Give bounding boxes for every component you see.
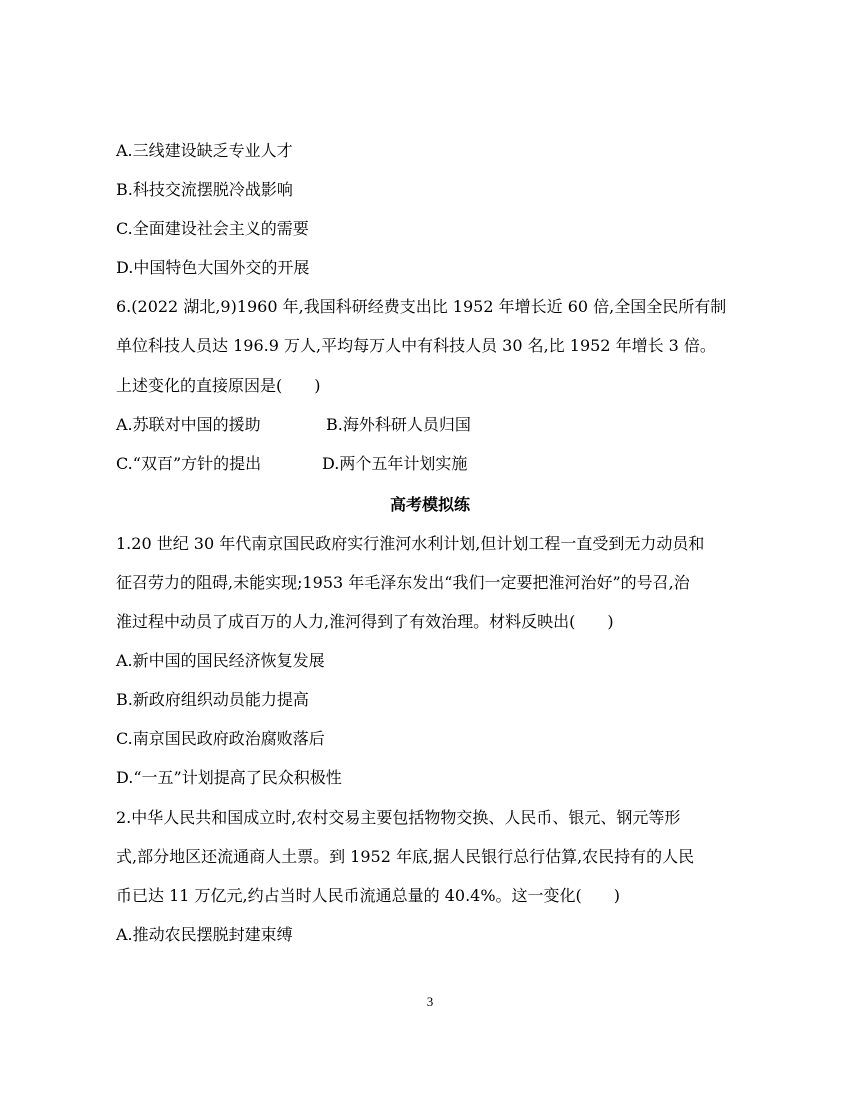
mock-question-1-option-b: B.新政府组织动员能力提高 <box>116 690 309 709</box>
question-6-option-d: D.两个五年计划实施 <box>322 454 468 473</box>
option-a: A.三线建设缺乏专业人才 <box>116 141 293 160</box>
question-6-option-a: A.苏联对中国的援助 <box>116 415 261 434</box>
mock-question-2-line-1: 2.中华人民共和国成立时,农村交易主要包括物物交换、人民币、银元、钢元等形 <box>116 808 681 827</box>
mock-question-1-option-c: C.南京国民政府政治腐败落后 <box>116 729 325 748</box>
question-6-option-c: C.“双百”方针的提出 <box>116 454 262 473</box>
mock-question-2-line-3: 币已达 11 万亿元,约占当时人民币流通总量的 40.4%。这一变化( ) <box>116 886 621 905</box>
question-6-line-3: 上述变化的直接原因是( ) <box>116 376 321 395</box>
mock-question-1-line-2: 征召劳力的阻碍,未能实现;1953 年毛泽东发出“我们一定要把淮河治好”的号召,治 <box>116 573 690 592</box>
mock-question-1-option-a: A.新中国的国民经济恢复发展 <box>116 651 325 670</box>
option-b: B.科技交流摆脱冷战影响 <box>116 180 293 199</box>
mock-question-1-line-3: 淮过程中动员了成百万的人力,淮河得到了有效治理。材料反映出( ) <box>116 612 614 631</box>
question-6-line-1: 6.(2022 湖北,9)1960 年,我国科研经费支出比 1952 年增长近 60 倍,全国全民所有制 <box>116 297 727 316</box>
option-c: C.全面建设社会主义的需要 <box>116 219 309 238</box>
mock-question-1-line-1: 1.20 世纪 30 年代南京国民政府实行淮河水利计划,但计划工程一直受到无力动员和 <box>116 534 705 553</box>
mock-question-2-line-2: 式,部分地区还流通商人土票。到 1952 年底,据人民银行总行估算,农民持有的人民 <box>116 847 695 866</box>
question-6-line-2: 单位科技人员达 196.9 万人,平均每万人中有科技人员 30 名,比 1952 年增长 3 倍。 <box>116 336 716 355</box>
page-number: 3 <box>426 994 434 1009</box>
mock-question-1-option-d: D.“一五”计划提高了民众积极性 <box>116 768 342 787</box>
section-heading: 高考模拟练 <box>389 495 470 514</box>
option-d: D.中国特色大国外交的开展 <box>116 258 310 277</box>
question-6-option-b: B.海外科研人员归国 <box>326 415 471 434</box>
mock-question-2-option-a: A.推动农民摆脱封建束缚 <box>116 925 293 944</box>
